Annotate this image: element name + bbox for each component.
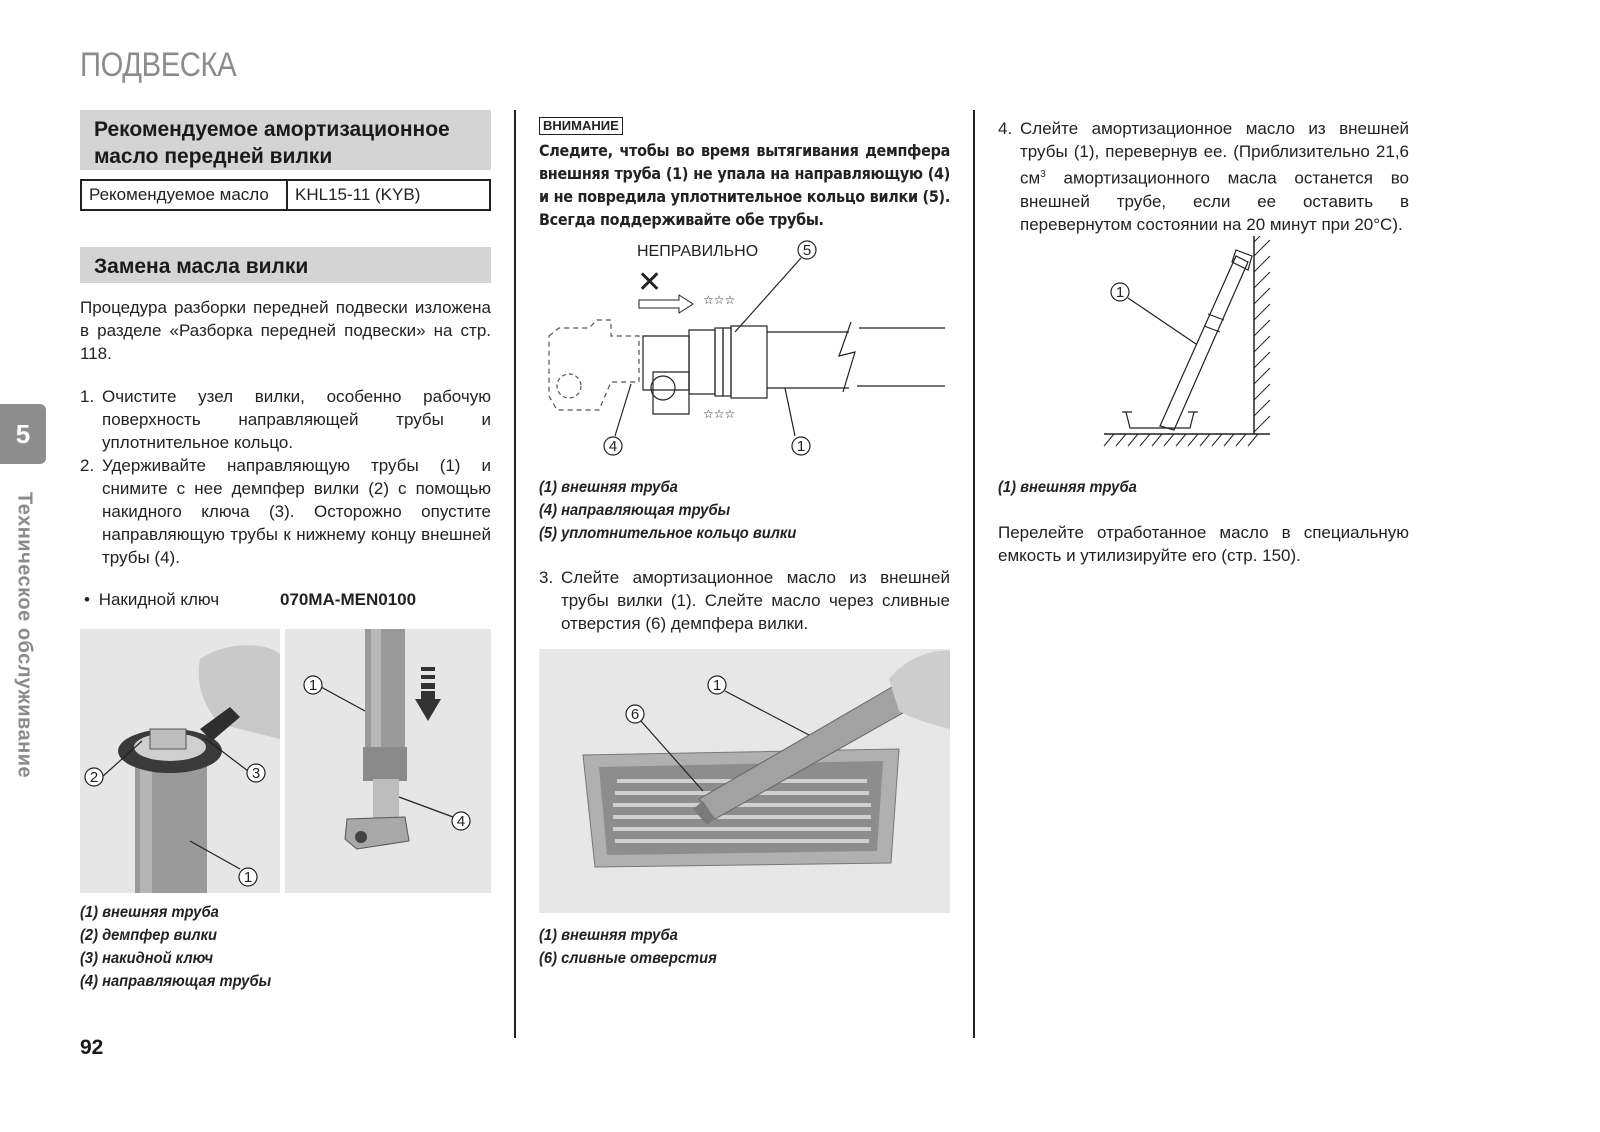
chapter-side-title: Техническое обслуживание xyxy=(13,492,36,779)
oil-value-cell: KHL15-11 (KYB) xyxy=(287,180,490,210)
caption: (2) демпфер вилки xyxy=(80,927,218,944)
intro-paragraph: Процедура разборки передней подвески изложена в разделе «Разборка передней подвески» на стр. 118. xyxy=(80,298,491,363)
inverted-tube-svg xyxy=(1100,236,1280,450)
middle-captions-b xyxy=(539,924,732,970)
guide-tube-photo-illustration xyxy=(285,629,491,893)
caption: (1) внешняя труба xyxy=(80,904,219,921)
left-captions xyxy=(80,901,288,993)
caption: (5) уплотнительное кольцо вилки xyxy=(539,525,797,542)
middle-captions-a xyxy=(539,476,819,545)
final-paragraph: Перелейте отработанное масло в специальную емкость и утилизируйте его (стр. 150). xyxy=(998,523,1409,565)
inverted-tube-diagram xyxy=(1100,236,1280,450)
step-number: 2. xyxy=(80,456,95,475)
step4-text-after: амортизационного масла останется во внешней трубе, если ее оставить в перевернутом состоянии на 20 минут при 20°C). xyxy=(1020,168,1409,234)
callout-6: 6 xyxy=(630,706,640,723)
page-title: ПОДВЕСКА xyxy=(80,46,237,84)
step-text xyxy=(1020,117,1409,236)
page-number: 92 xyxy=(80,1036,104,1059)
caption: (4) направляющая трубы xyxy=(539,502,731,519)
column-divider-right xyxy=(973,110,975,1038)
step-number: 4. xyxy=(998,119,1013,138)
callout-3: 3 xyxy=(251,765,261,782)
damage-star-icon: ☆☆☆ xyxy=(703,293,736,307)
callout-1: 1 xyxy=(712,677,722,694)
tool-code: 070MA-MEN0100 xyxy=(280,590,417,609)
warning-label: ВНИМАНИЕ xyxy=(539,117,623,135)
step-text: Удерживайте направляющую трубы (1) и снимите с нее демпфер вилки (2) с помощью накидного ключа (3). Осторожно опустите направляющую трубы к нижнему концу внешней трубы (4). xyxy=(102,456,491,567)
caption: (3) накидной ключ xyxy=(80,950,214,967)
list-item xyxy=(998,117,1409,236)
tray-photo-illustration xyxy=(539,649,950,913)
callout-2: 2 xyxy=(89,769,99,786)
fork-warning-diagram xyxy=(539,236,950,462)
chapter-tab: 5 xyxy=(0,404,46,464)
change-heading: Замена масла вилки xyxy=(80,247,491,283)
wrong-label: НЕПРАВИЛЬНО xyxy=(637,243,759,260)
caption: (1) внешняя труба xyxy=(539,479,678,496)
caption: (1) внешняя труба xyxy=(998,479,1137,496)
callout-4: 4 xyxy=(608,438,618,455)
oil-heading: Рекомендуемое амортизационное масло передней вилки xyxy=(80,110,491,170)
callout-1: 1 xyxy=(796,438,806,455)
callout-1: 1 xyxy=(308,677,318,694)
damage-star-icon: ☆☆☆ xyxy=(703,407,736,421)
list-item xyxy=(80,385,491,454)
list-item xyxy=(80,454,491,569)
wrench-photo-illustration xyxy=(80,629,280,893)
step-number: 1. xyxy=(80,387,95,406)
step-number: 3. xyxy=(539,568,554,587)
photo-draining-tray xyxy=(539,649,950,913)
fork-diagram-svg xyxy=(539,236,950,462)
callout-5: 5 xyxy=(802,242,812,259)
wrong-mark-icon: ✕ xyxy=(637,265,663,300)
oil-spec-table xyxy=(80,179,491,211)
list-item xyxy=(539,566,950,635)
tool-name: Накидной ключ xyxy=(98,590,220,609)
caption: (6) сливные отверстия xyxy=(539,950,717,967)
steps-list xyxy=(80,385,491,569)
caption: (4) направляющая трубы xyxy=(80,973,272,990)
column-divider-left xyxy=(514,110,516,1038)
callout-4: 4 xyxy=(456,813,466,830)
step-text: Слейте амортизационное масло из внешней трубы вилки (1). Слейте масло через сливные отверстия (6) демпфера вилки. xyxy=(561,568,950,633)
warning-text: Следите, чтобы во время вытягивания демпфера внешняя труба (1) не упала на направляющую (4) и не повредила уплотнительное кольцо вилки (5). Всегда поддерживайте обе трубы. xyxy=(539,141,950,229)
step4-text-before: Слейте амортизационное масло из внешней трубы (1), перевернув ее. (Приблизительно 21,6 см xyxy=(1020,119,1409,188)
callout-1: 1 xyxy=(243,869,253,886)
oil-label-cell: Рекомендуемое масло xyxy=(81,180,287,210)
photo-lowering-guide-tube xyxy=(285,629,491,893)
step-text: Очистите узел вилки, особенно рабочую поверхность направляющей трубы и уплотнительное кольцо. xyxy=(102,387,491,452)
superscript-3: 3 xyxy=(1040,169,1046,180)
table-row xyxy=(81,180,490,210)
photo-wrench-removal xyxy=(80,629,280,893)
tool-line xyxy=(80,589,491,611)
caption: (1) внешняя труба xyxy=(539,927,678,944)
callout-1: 1 xyxy=(1115,284,1125,301)
bullet: • xyxy=(84,590,90,609)
